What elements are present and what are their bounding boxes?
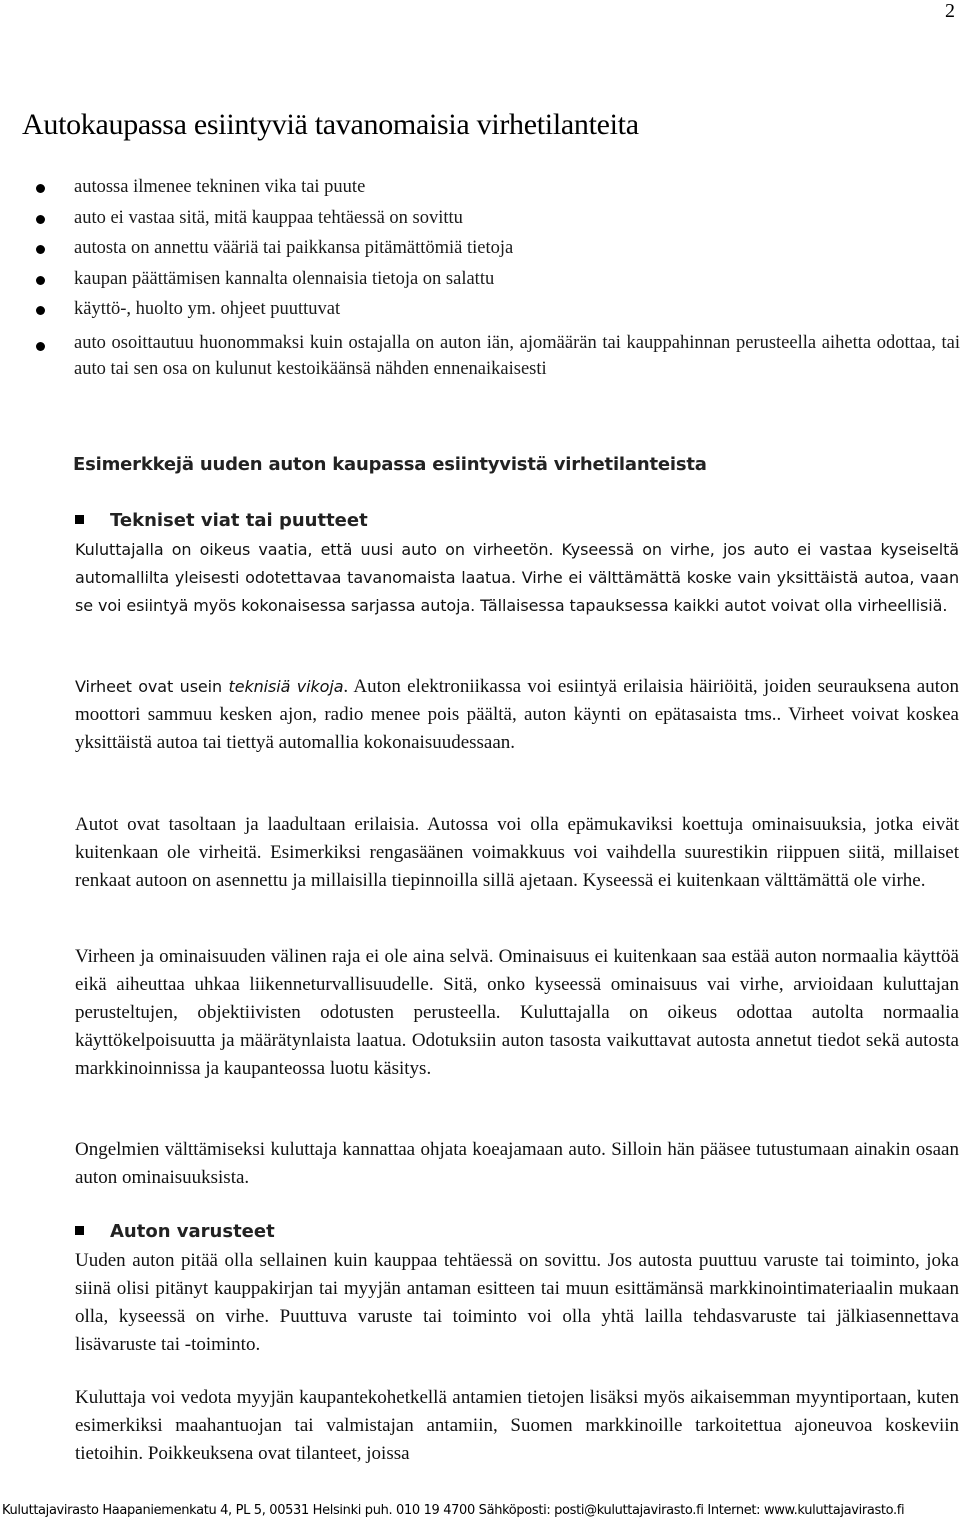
bullet-icon (36, 245, 45, 254)
paragraph-emphasis: teknisiä vikoja (228, 677, 344, 696)
page-number: 2 (945, 0, 955, 22)
list-item-text: autosta on annettu vääriä tai paikkansa pitämättömiä tietoja (74, 238, 514, 258)
list-item-text: kaupan päättämisen kannalta olennaisia tietoja on salattu (74, 268, 495, 289)
paragraph (75, 811, 959, 895)
paragraph (75, 943, 959, 1083)
list-item (30, 294, 960, 325)
square-bullet-icon (75, 515, 84, 524)
list-item (30, 264, 960, 295)
list-item-text: käyttö-, huolto ym. ohjeet puuttuvat (74, 299, 341, 319)
bullet-list (30, 172, 960, 382)
list-item-text: auto osoittautuu huonommaksi kuin ostajalla on auton iän, ajomäärän tai kauppahinnan perusteella aihetta odottaa, tai auto tai sen osa on kulunut kestoikäänsä nähden ennenaikaisesti (74, 332, 960, 379)
section-heading: Esimerkkejä uuden auton kaupassa esiintyvistä virhetilanteista (73, 454, 707, 475)
list-item (30, 203, 960, 234)
list-item-text: autossa ilmenee tekninen vika tai puute (74, 177, 366, 197)
bullet-icon (36, 184, 45, 193)
paragraph-text: Kyseessä on virhe, jos auto ei vastaa kyseiseltä automallilta yleisesti odotettavaa tavanomaista laatua. Virhe ei välttämättä koske vain yksittäistä autoa, vaan se voi esiintyä myös kokonaisessa sarjassa autoja. Tällaisessa tapauksessa kaikki autot voivat olla virheellisiä. (75, 540, 959, 615)
paragraph (75, 1247, 959, 1359)
paragraph (75, 536, 959, 620)
paragraph-lead: Kuluttajalla on oikeus vaatia, että uusi auto on virheetön. (75, 540, 554, 559)
paragraph-text: Ominaisuus ei kuitenkaan saa estää auton normaalia käyttöä eikä aiheuttaa uhkaa liikenneturvallisuudelle. Sitä, onko kyseessä ominaisuus vai virhe, arvioidaan kuluttajan perusteltujen, objektiivisten odotusten perusteella. Kuluttajalla on oikeus odottaa autolta normaalia käyttökelpoisuutta ja määrätynlaista laatua. Odotuksiin auton tasosta vaikuttavat autosta annetut tiedot sekä autosta markkinoinnissa ja kaupanteossa luotu käsitys. (75, 946, 959, 1079)
footer: Kuluttajavirasto Haapaniemenkatu 4, PL 5, 00531 Helsinki puh. 010 19 4700 Sähköposti: posti@kuluttajavirasto.fi Internet: www.kuluttajavirasto.fi (2, 1503, 905, 1518)
paragraph-lead: Virheet ovat usein (75, 677, 229, 696)
paragraph (75, 673, 959, 757)
paragraph-text: . Auton elektroniikassa voi esiintyä erilaisia häiriöitä, joiden seurauksena auton moottori sammuu kesken ajon, radio menee pois päältä, auton käynti on epätasaista tms.. Virheet voivat koskea yksittäistä autoa tai tiettyä automallia kokonaisuudessaan. (75, 676, 959, 753)
subsection-heading-label: Tekniset viat tai puutteet (110, 510, 368, 531)
paragraph-lead: Virheen ja ominaisuuden välinen raja ei ole aina selvä. (75, 946, 494, 967)
bullet-icon (36, 342, 45, 351)
paragraph-lead: Autot ovat tasoltaan ja laadultaan erilaisia. (75, 814, 420, 835)
subsection-heading-label: Auton varusteet (110, 1221, 275, 1242)
bullet-icon (36, 215, 45, 224)
square-bullet-icon (75, 1226, 84, 1235)
subsection-heading (75, 1219, 275, 1245)
paragraph-lead: Kuluttaja voi vedota myyjän kaupantekohetkellä antamien tietojen lisäksi myös aikaisemman myyntiportaan, kuten esimerkiksi maahantuojan tai valmistajan antamiin, Suomen markkinoille tarkoitettua ajoneuvoa koskeviin tietoihin. (75, 1387, 959, 1464)
bullet-icon (36, 306, 45, 315)
page-title: Autokaupassa esiintyviä tavanomaisia virhetilanteita (22, 108, 639, 141)
paragraph-text: Jos autosta puuttuu varuste tai toiminto, joka siinä olisi pitänyt kauppakirjan tai myyjän antaman esitteen tai muun esittämänsä markkinointimateriaalin mukaan olla, kyseessä on virhe. Puuttuva varuste tai toiminto voi olla yhtä lailla tehdasvaruste tai jälkiasennettava lisävaruste tai -toiminto. (75, 1250, 959, 1355)
list-item (30, 172, 960, 203)
paragraph (75, 1384, 959, 1468)
paragraph-text: Poikkeuksena ovat tilanteet, joissa (143, 1443, 410, 1464)
paragraph (75, 1136, 959, 1192)
bullet-icon (36, 276, 45, 285)
paragraph-lead: Ongelmien välttämiseksi kuluttaja kannattaa ohjata koeajamaan auto. (75, 1139, 606, 1160)
subsection-heading (75, 508, 368, 534)
list-item (30, 330, 960, 382)
list-item (30, 233, 960, 264)
paragraph-text: Autossa voi olla epämukaviksi koettuja ominaisuuksia, jotka eivät kuitenkaan ole virheitä. Esimerkiksi rengasäänen voimakkuus voi vaihdella suurestikin riippuen siitä, millaiset renkaat autoon on asennettu ja millaisilla tiepinnoilla sillä ajetaan. Kyseessä ei kuitenkaan välttämättä ole virhe. (75, 814, 960, 891)
list-item-text: auto ei vastaa sitä, mitä kauppaa tehtäessä on sovittu (74, 207, 463, 228)
paragraph-lead: Uuden auton pitää olla sellainen kuin kauppaa tehtäessä on sovittu. (75, 1250, 602, 1271)
paragraph-text: Silloin hän pääsee tutustumaan ainakin osaan auton ominaisuuksista. (75, 1139, 959, 1188)
